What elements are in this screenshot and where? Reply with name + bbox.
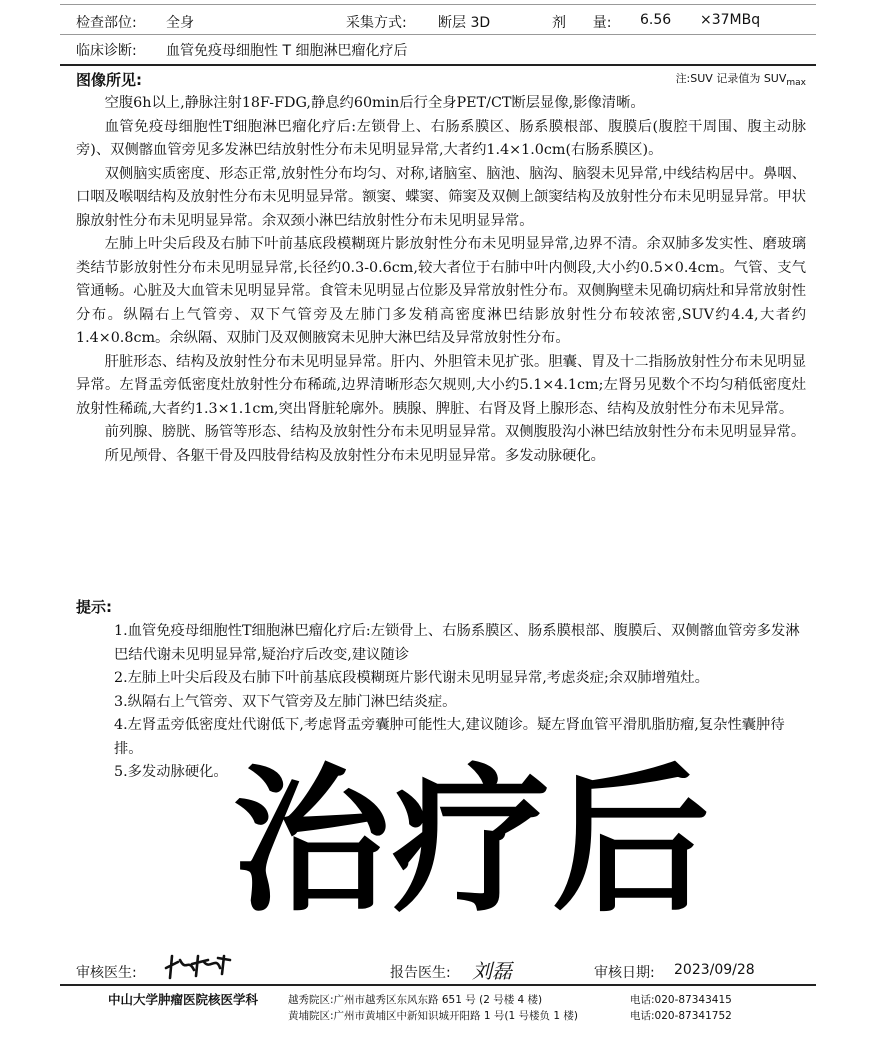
hint-item: 3.纵隔右上气管旁、双下气管旁及左肺门淋巴结炎症。 (114, 693, 457, 710)
hint-item: 5.多发动脉硬化。 (114, 764, 228, 780)
hint-item: 1.血管免疫母细胞性T细胞淋巴瘤化疗后:左锁骨上、右肠系膜区、肠系膜根部、腹膜后、双侧髂血管旁多发淋巴结代谢未见明显异常,疑治疗后改变,建议随诊 (114, 623, 800, 663)
org-name: 中山大学肿瘤医院核医学科 (108, 992, 259, 1007)
findings-paragraph: 左肺上叶尖后段及右肺下叶前基底段模糊斑片影放射性分布未见明显异常,边界不清。余双肺多发实性、磨玻璃类结节影放射性分布未见明显异常,长径约0.3-0.6cm,较大者位于右肺中叶内侧段,大小约0.5×0.4cm。气管、支气管通畅。心脏及大血管未见明显异常。食管未见明显占位影及异常放射性分布。双侧胸壁未见确切病灶和异常放射性分布。纵隔右上气管旁、双下气管旁及左肺门多发稍高密度淋巴结影放射性分布较浓密,SUV约4.4,大者约1.4×0.8cm。余纵隔、双肺门及双侧腋窝未见肿大淋巴结及异常放射性分布。 (76, 236, 806, 346)
diagnosis-label: 临床诊断: (76, 43, 137, 59)
reviewer-signature (160, 950, 238, 982)
suv-note-sub: max (786, 78, 806, 89)
dose-unit: ×37MBq (700, 12, 761, 28)
footer-rule (60, 984, 816, 986)
address-yuexiu: 越秀院区:广州市越秀区东风东路 651 号 (2 号楼 4 楼) (288, 994, 543, 1006)
findings-paragraph: 双侧脑实质密度、形态正常,放射性分布均匀、对称,诸脑室、脑池、脑沟、脑裂未见异常,中线结构居中。鼻咽、口咽及喉咽结构及放射性分布未见明显异常。额窦、蝶窦、筛窦及双侧上颌窦结构及放射性分布未见明显异常。甲状腺放射性分布未见明显异常。余双颈小淋巴结放射性分布未见明显异常。 (76, 165, 806, 229)
reporter-signature: 刘磊 (472, 959, 512, 983)
phone-huangpu: 电话:020-87341752 (630, 1010, 732, 1022)
phone-yuexiu: 电话:020-87343415 (630, 994, 732, 1006)
findings-body (76, 92, 806, 468)
hint-item: 2.左肺上叶尖后段及右肺下叶前基底段模糊斑片影代谢未见明显异常,考虑炎症;余双肺增殖灶。 (114, 670, 709, 686)
acq-mode-value: 断层 3D (438, 15, 491, 31)
exam-site-label: 检查部位: (76, 15, 137, 31)
findings-paragraph: 血管免疫母细胞性T细胞淋巴瘤化疗后:左锁骨上、右肠系膜区、肠系膜根部、腹膜后(腹腔干周围、腹主动脉旁)、双侧髂血管旁见多发淋巴结放射性分布未见明显异常,大者约1.4×1.0cm(右肠系膜区)。 (76, 118, 806, 158)
diagnosis-value: 血管免疫母细胞性 T 细胞淋巴瘤化疗后 (166, 43, 408, 59)
findings-paragraph: 空腹6h以上,静脉注射18F-FDG,静息约60min后行全身PET/CT断层显像,影像清晰。 (104, 95, 645, 111)
after-treatment-overlay: 治疗后 (232, 750, 712, 934)
reviewer-label: 审核医生: (76, 965, 137, 981)
hints-title: 提示: (76, 598, 112, 616)
top-rule (60, 4, 816, 5)
diagnosis-divider (60, 64, 816, 66)
findings-paragraph: 所见颅骨、各躯干骨及四肢骨结构及放射性分布未见明显异常。多发动脉硬化。 (104, 447, 605, 464)
findings-paragraph: 肝脏形态、结构及放射性分布未见明显异常。肝内、外胆管未见扩张。胆囊、胃及十二指肠放射性分布未见明显异常。左肾盂旁低密度灶放射性分布稀疏,边界清晰形态欠规则,大小约5.1×4.1cm;左肾另见数个不均匀稍低密度灶放射性稀疏,大者约1.3×1.1cm,突出肾脏轮廓外。胰腺、脾脏、右肾及肾上腺形态、结构及放射性分布未见异常。 (76, 353, 806, 417)
reporter-label: 报告医生: (390, 965, 451, 981)
dose-label: 剂 量: (552, 15, 612, 31)
review-date-value: 2023/09/28 (674, 962, 755, 978)
dose-value: 6.56 (640, 12, 672, 28)
hint-item: 4.左肾盂旁低密度灶代谢低下,考虑肾盂旁囊肿可能性大,建议随诊。疑左肾血管平滑肌脂肪瘤,复杂性囊肿待排。 (114, 717, 785, 757)
findings-title: 图像所见: (76, 71, 142, 89)
exam-site-value: 全身 (166, 15, 194, 31)
findings-paragraph: 前列腺、膀胱、肠管等形态、结构及放射性分布未见明显异常。双侧腹股沟小淋巴结放射性分布未见明显异常。 (104, 424, 806, 440)
review-date-label: 审核日期: (594, 965, 655, 981)
suv-note-text: 注:SUV 记录值为 SUV (675, 72, 787, 85)
suv-note (676, 70, 806, 88)
header-divider (60, 34, 816, 35)
acq-mode-label: 采集方式: (346, 15, 407, 31)
address-huangpu: 黄埔院区:广州市黄埔区中新知识城开阳路 1 号(1 号楼负 1 楼) (288, 1010, 578, 1022)
